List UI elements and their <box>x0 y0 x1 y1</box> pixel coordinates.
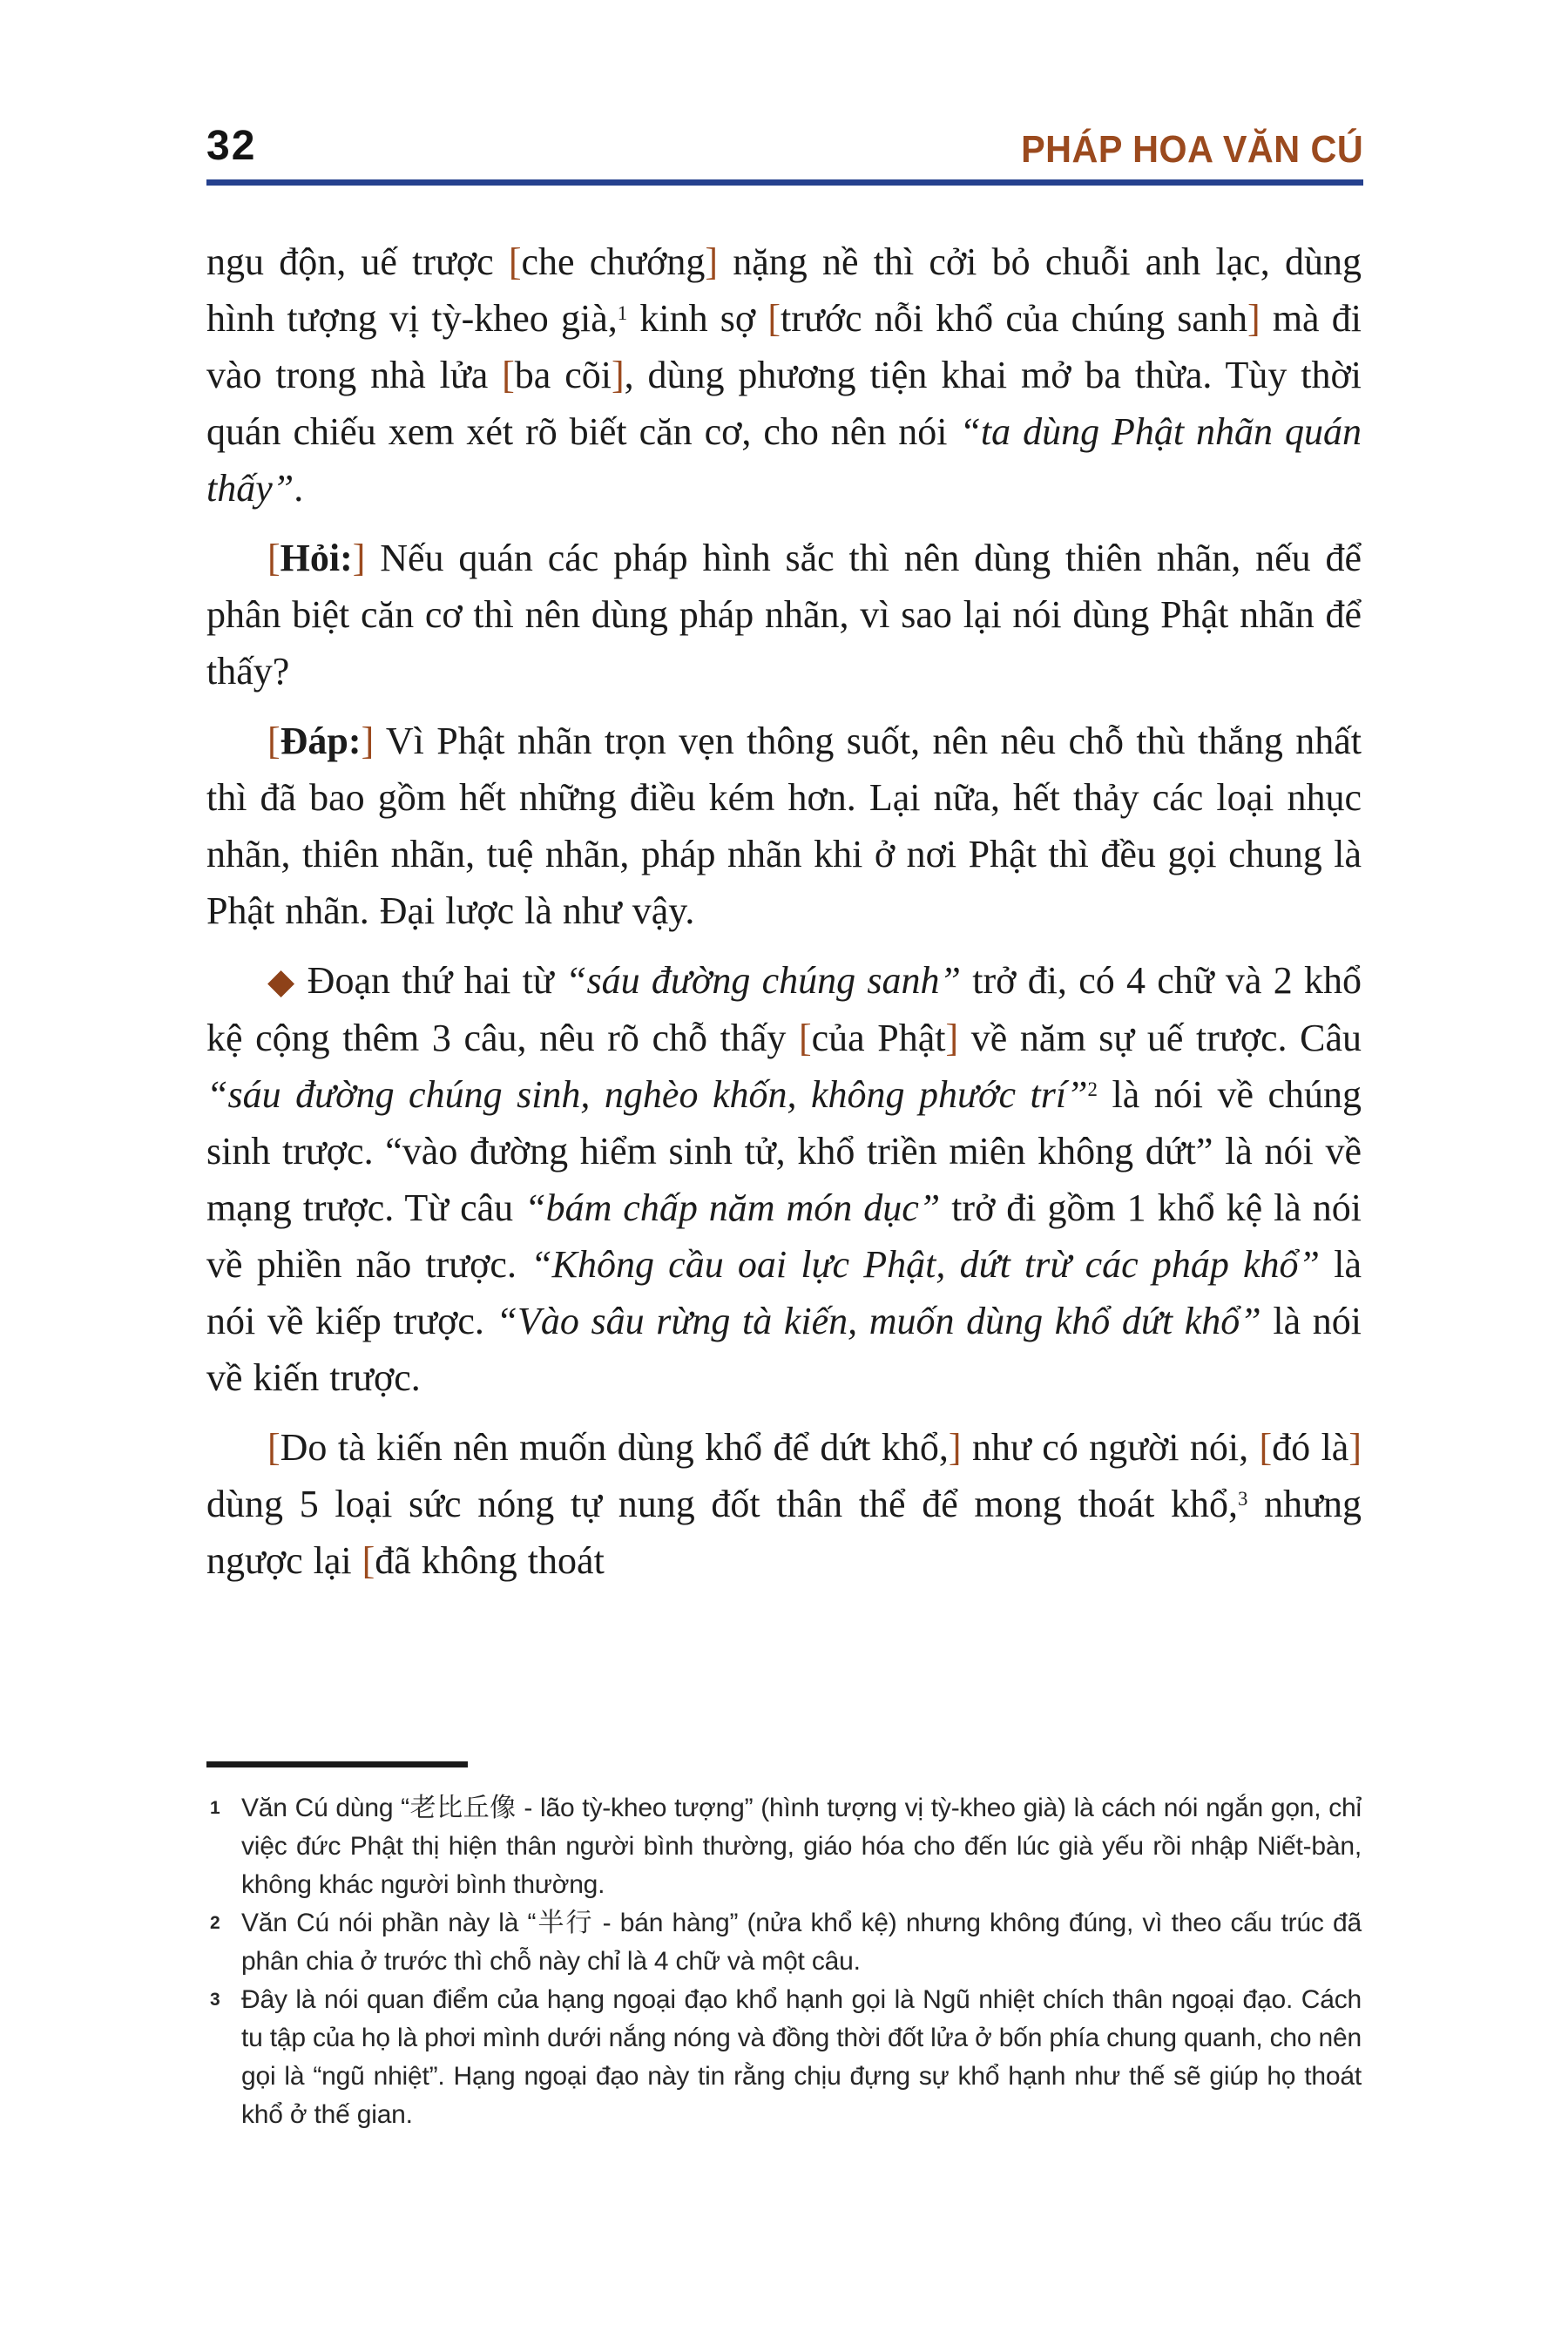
editorial-bracket: [ <box>1259 1426 1273 1469</box>
text-run: nhưng ngược lại <box>206 1483 1362 1582</box>
text-run: Do tà kiến nên muốn dùng khổ để dứt khổ, <box>280 1426 949 1469</box>
text-run: như có người nói, <box>961 1426 1260 1469</box>
text-run: trở đi, có 4 chữ và 2 khổ kệ cộng thêm 3 câu, nêu rõ chỗ thấy <box>206 959 1362 1059</box>
text-run: Đây là nói quan điểm của hạng ngoại đạo khổ hạnh gọi là Ngũ nhiệt chích thân ngoại đạo. Cách tu tập của họ là phơi mình dưới nắng nóng và đồng thời đốt lửa ở bốn phía chung quanh, cho nên gọi là “ngũ nhiệt”. Hạng ngoại đạo này tin rằng chịu đựng sự khổ hạnh như thế sẽ giúp họ thoát khổ ở thế gian. <box>241 1985 1362 2129</box>
paragraph <box>206 530 1362 700</box>
footnote-ref: 3 <box>1238 1488 1248 1511</box>
text-run: kinh sợ <box>627 297 768 340</box>
diamond-bullet-icon: ◆ <box>267 962 296 1001</box>
header-rule <box>206 179 1363 186</box>
footnote-number: 2 <box>210 1913 220 1933</box>
editorial-bracket: ] <box>352 537 366 579</box>
text-run: về năm sự uế trược. Câu <box>958 1017 1362 1059</box>
text-run: đó là <box>1272 1426 1349 1469</box>
text-run: “bám chấp năm món dục” <box>524 1186 941 1229</box>
editorial-bracket: [ <box>508 240 522 283</box>
text-run: ba cõi <box>514 354 612 396</box>
text-run: Văn Cú nói phần này là “半行 - bán hàng” (nửa khổ kệ) nhưng không đúng, vì theo cấu trúc đã phân chia ở trước thì chỗ này chỉ là 4 chữ và một câu. <box>241 1909 1362 1976</box>
footnote <box>206 1981 1362 2134</box>
editorial-bracket: [ <box>267 537 280 579</box>
editorial-bracket: [ <box>267 720 280 762</box>
text-run: Đáp: <box>280 720 362 762</box>
text-run: “Không cầu oai lực Phật, dứt trừ các pháp khổ” <box>531 1243 1321 1286</box>
footnote-ref: 2 <box>1087 1078 1098 1101</box>
paragraph <box>206 1419 1362 1589</box>
editorial-bracket: [ <box>267 1426 280 1469</box>
editorial-bracket: [ <box>362 1539 375 1582</box>
text-run: “sáu đường chúng sinh, nghèo khốn, không phước trí” <box>206 1073 1088 1116</box>
text-run: là nói về kiếp trược. <box>206 1243 1362 1342</box>
text-run: “Vào sâu rừng tà kiến, muốn dùng khổ dứt khổ” <box>496 1300 1261 1342</box>
text-run: Hỏi: <box>280 537 353 579</box>
editorial-bracket: ] <box>705 240 719 283</box>
editorial-bracket: ] <box>1348 1426 1362 1469</box>
footnote-ref: 1 <box>617 302 628 325</box>
text-run: mà đi vào trong nhà lửa <box>206 297 1362 396</box>
editorial-bracket: ] <box>361 720 375 762</box>
text-run: , dùng phương tiện khai mở ba thừa. Tùy thời quán chiếu xem xét rõ biết căn cơ, cho nên nói <box>206 354 1362 453</box>
text-run: ngu độn, uế trược <box>206 240 509 283</box>
text-run: Văn Cú dùng “老比丘像 - lão tỳ-kheo tượng” (hình tượng vị tỳ-kheo già) là cách nói ngắn gọn, chỉ việc đức Phật thị hiện thân người bình thường, giáo hóa cho đến lúc già yếu rồi nhập Niết-bàn, không khác người bình thường. <box>241 1794 1362 1899</box>
text-run: đã không thoát <box>375 1539 605 1582</box>
text-run: nặng nề thì cởi bỏ chuỗi anh lạc, dùng hình tượng vị tỳ-kheo già, <box>206 240 1362 340</box>
page-number: 32 <box>206 123 257 169</box>
paragraph <box>206 952 1362 1406</box>
body-text <box>206 233 1362 1602</box>
text-run: “ta dùng Phật nhãn quán thấy” <box>206 410 1362 510</box>
footnote-separator <box>206 1761 468 1767</box>
footnote <box>206 1904 1362 1981</box>
editorial-bracket: [ <box>798 1017 812 1059</box>
text-run: trở đi gồm 1 khổ kệ là nói về phiền não trược. <box>206 1186 1362 1286</box>
editorial-bracket: ] <box>948 1426 962 1469</box>
text-run: là nói về kiến trược. <box>206 1300 1362 1399</box>
footnote <box>206 1789 1362 1904</box>
footnote-number: 1 <box>210 1798 220 1818</box>
text-run: “sáu đường chúng sanh” <box>564 959 962 1002</box>
paragraph <box>206 233 1362 517</box>
text-run: là nói về chúng sinh trược. “vào đường hiểm sinh tử, khổ triền miên không dứt” là nói về mạng trược. Từ câu <box>206 1073 1362 1229</box>
text-run: trước nỗi khổ của chúng sanh <box>781 297 1247 340</box>
editorial-bracket: [ <box>502 354 515 396</box>
text-run: che chướng <box>521 240 706 283</box>
running-title: PHÁP HOA VĂN CÚ <box>1020 128 1363 171</box>
text-run: Đoạn thứ hai từ <box>295 959 565 1002</box>
text-run: Vì Phật nhãn trọn vẹn thông suốt, nên nêu chỗ thù thắng nhất thì đã bao gồm hết những điều kém hơn. Lại nữa, hết thảy các loại nhục nhãn, thiên nhãn, tuệ nhãn, pháp nhãn khi ở nơi Phật thì đều gọi chung là Phật nhãn. Đại lược là như vậy. <box>206 720 1362 932</box>
text-run: dùng 5 loại sức nóng tự nung đốt thân thể để mong thoát khổ, <box>206 1483 1239 1525</box>
editorial-bracket: ] <box>1247 297 1260 340</box>
editorial-bracket: ] <box>611 354 625 396</box>
editorial-bracket: ] <box>945 1017 959 1059</box>
footnotes <box>206 1789 1362 2134</box>
text-run: của Phật <box>811 1017 946 1059</box>
footnote-number: 3 <box>210 1990 220 2010</box>
paragraph <box>206 713 1362 939</box>
text-run: . <box>294 467 304 510</box>
editorial-bracket: [ <box>767 297 781 340</box>
text-run: Nếu quán các pháp hình sắc thì nên dùng thiên nhãn, nếu để phân biệt căn cơ thì nên dùng pháp nhãn, vì sao lại nói dùng Phật nhãn để thấy? <box>206 537 1362 693</box>
